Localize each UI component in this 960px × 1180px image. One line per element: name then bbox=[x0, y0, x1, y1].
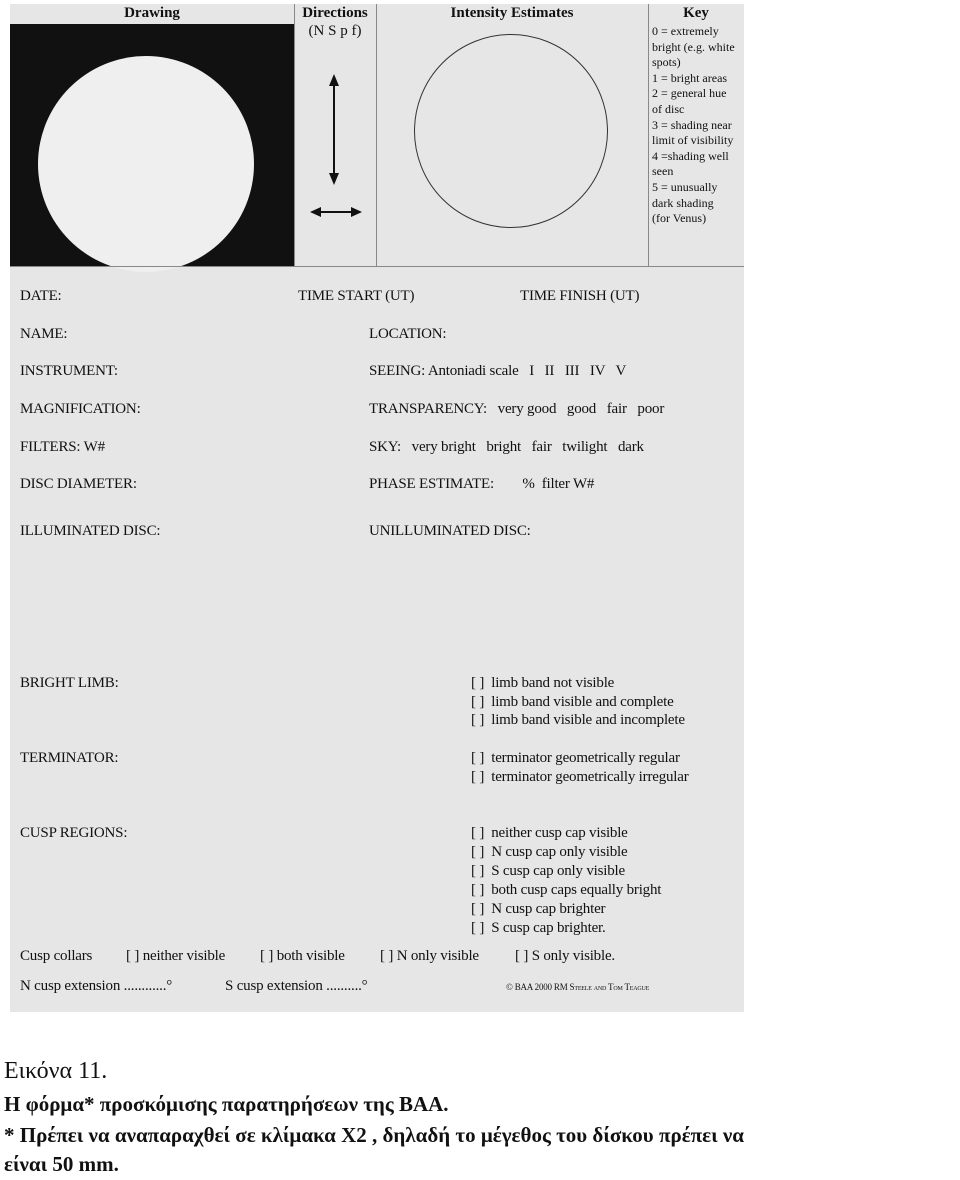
key-line: 3 = shading near bbox=[652, 117, 732, 132]
key-heading: Key bbox=[683, 5, 709, 21]
drawing-disc bbox=[38, 56, 254, 272]
intensity-column bbox=[376, 4, 649, 266]
header-divider bbox=[10, 266, 744, 267]
key-line: 0 = extremely bbox=[652, 24, 719, 38]
figure-caption-line2: * Πρέπει να αναπαραχθεί σε κλίμακα Χ2 , δηλαδή το μέγεθος του δίσκου πρέπει να bbox=[4, 1123, 745, 1147]
cusp-collars-option[interactable]: [ ] both visible bbox=[260, 948, 345, 964]
key-line: dark shading bbox=[652, 195, 714, 210]
cusp-collars-option[interactable]: [ ] N only visible bbox=[380, 948, 479, 964]
intensity-circle[interactable] bbox=[414, 34, 608, 228]
magnification-label: MAGNIFICATION: bbox=[20, 401, 141, 417]
directions-column bbox=[294, 4, 377, 266]
bright-limb-option[interactable]: [ ] limb band not visible bbox=[471, 675, 615, 691]
key-line: 5 = unusually bbox=[652, 179, 718, 194]
directions-subtitle: (N S p f) bbox=[308, 23, 362, 39]
disc-diameter-label: DISC DIAMETER: bbox=[20, 476, 137, 492]
seeing-label: SEEING: Antoniadi scale I II III IV V bbox=[369, 363, 627, 379]
time-finish-label: TIME FINISH (UT) bbox=[520, 288, 640, 304]
key-line: bright (e.g. white bbox=[652, 39, 735, 54]
copyright-notice: © BAA 2000 RM Steele and Tom Teague bbox=[506, 982, 650, 992]
key-line: limit of visibility bbox=[652, 133, 734, 148]
filters-label: FILTERS: W# bbox=[20, 439, 105, 455]
intensity-heading: Intensity Estimates bbox=[450, 5, 574, 21]
key-line: (for Venus) bbox=[652, 211, 707, 226]
terminator-label: TERMINATOR: bbox=[20, 750, 119, 766]
s-cusp-extension-label: S cusp extension ..........° bbox=[225, 978, 368, 994]
cusp-collars-option[interactable]: [ ] neither visible bbox=[126, 948, 226, 964]
location-label: LOCATION: bbox=[369, 326, 447, 342]
key-line: 4 =shading well bbox=[652, 148, 729, 163]
terminator-option[interactable]: [ ] terminator geometrically irregular bbox=[471, 769, 689, 785]
date-label: DATE: bbox=[20, 288, 62, 304]
cusp-regions-label: CUSP REGIONS: bbox=[20, 825, 128, 841]
cusp-regions-option[interactable]: [ ] neither cusp cap visible bbox=[471, 825, 628, 841]
figure-caption-line3: είναι 50 mm. bbox=[4, 1152, 119, 1176]
terminator-option[interactable]: [ ] terminator geometrically regular bbox=[471, 750, 680, 766]
key-line: 1 = bright areas bbox=[652, 70, 728, 85]
drawing-heading: Drawing bbox=[124, 5, 180, 21]
cusp-regions-option[interactable]: [ ] N cusp cap only visible bbox=[471, 844, 628, 860]
cusp-regions-option[interactable]: [ ] N cusp cap brighter bbox=[471, 901, 606, 917]
directions-heading: Directions bbox=[302, 5, 368, 21]
bright-limb-option[interactable]: [ ] limb band visible and complete bbox=[471, 694, 674, 710]
phase-estimate-label: PHASE ESTIMATE: % filter W# bbox=[369, 476, 595, 492]
drawing-area[interactable] bbox=[10, 24, 294, 266]
figure-caption-line1: Η φόρμα* προσκόμισης παρατηρήσεων της ΒΑΑ. bbox=[4, 1092, 449, 1116]
key-list bbox=[652, 24, 744, 227]
figure-title: Εικόνα 11. bbox=[4, 1058, 108, 1084]
key-line: seen bbox=[652, 164, 674, 179]
cusp-regions-option[interactable]: [ ] S cusp cap brighter. bbox=[471, 920, 606, 936]
name-label: NAME: bbox=[20, 326, 68, 342]
key-line: of disc bbox=[652, 101, 685, 116]
cusp-collars-option[interactable]: [ ] S only visible. bbox=[515, 948, 615, 964]
time-start-label: TIME START (UT) bbox=[298, 288, 415, 304]
transparency-label: TRANSPARENCY: very good good fair poor bbox=[369, 401, 665, 417]
cusp-regions-option[interactable]: [ ] S cusp cap only visible bbox=[471, 863, 625, 879]
unilluminated-disc-label: UNILLUMINATED DISC: bbox=[369, 523, 531, 539]
cusp-collars-label: Cusp collars bbox=[20, 948, 93, 964]
key-column bbox=[648, 4, 744, 266]
bright-limb-label: BRIGHT LIMB: bbox=[20, 675, 119, 691]
direction-arrows-icon bbox=[294, 4, 376, 266]
key-line: 2 = general hue bbox=[652, 86, 727, 101]
instrument-label: INSTRUMENT: bbox=[20, 363, 118, 379]
illuminated-disc-label: ILLUMINATED DISC: bbox=[20, 523, 161, 539]
drawing-column bbox=[10, 4, 295, 266]
observation-form bbox=[10, 4, 744, 1012]
cusp-regions-option[interactable]: [ ] both cusp caps equally bright bbox=[471, 882, 662, 898]
sky-label: SKY: very bright bright fair twilight dark bbox=[369, 439, 644, 455]
n-cusp-extension-label: N cusp extension ............° bbox=[20, 978, 173, 994]
bright-limb-option[interactable]: [ ] limb band visible and incomplete bbox=[471, 712, 685, 728]
key-line: spots) bbox=[652, 55, 681, 70]
